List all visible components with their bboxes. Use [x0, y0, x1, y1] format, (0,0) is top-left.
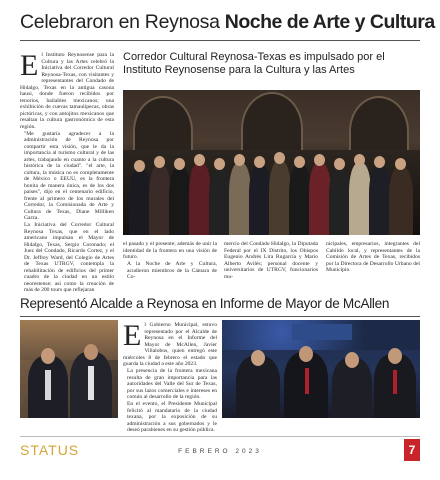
photo-face	[194, 154, 205, 166]
article-paragraph: l Instituto Reynosense para la Cultura y las Artes celebró la Iniciativa del Corredor Cultural Reynosa-Texas, con visitantes y representantes del Condado de Hidalgo, Texas en la antigua casona hausi, donde fueron recibidos por tenorios, bailables mexicanos; una exhibición de cuevas tamaulipecas, obras pictóricas, y con antojitos mexicanos que resaltan la cultura gastronómica de esta región.	[20, 52, 114, 130]
photo-person	[269, 161, 291, 235]
photo-person	[189, 163, 211, 235]
photo-banner	[292, 324, 352, 340]
event-group-photo	[123, 90, 420, 235]
photo-face	[354, 154, 365, 166]
article-paragraph: La Iniciativa del Corredor Cultural Reynosa Texas, que en el lado americano impulsan el Mayor de Hidalgo, Texas, Sergio Coronado; el Juez del Condado, Ricardo Cortez, y el Dr. Jeffrey Ward, del Colegio de Artes de Texas UTRGV, contempla la rehabilitación de edificios del primer cuadro de la ciudad en un estilo neorestense; así como la creación de más de 200 tours que reflejaran	[24, 222, 114, 293]
photo-face	[174, 158, 185, 170]
photo-face	[154, 156, 165, 168]
photo-person	[369, 165, 391, 235]
article2-column	[123, 319, 217, 434]
photo-person	[309, 163, 331, 235]
photo-face	[214, 158, 225, 170]
article-paragraph: el pasado y el presente; además de unir la identidad de la frontera en una visión de futuro.	[123, 241, 217, 260]
photo-face	[395, 158, 406, 170]
magazine-brand: STATUS	[20, 442, 80, 458]
article-column-4	[326, 241, 420, 274]
photo-background	[20, 320, 118, 360]
officials-portrait-photo	[20, 320, 118, 418]
photo-face	[274, 152, 285, 164]
photo-face	[334, 158, 345, 170]
photo-face	[134, 160, 145, 172]
page-headline	[20, 11, 435, 34]
photo-person	[249, 165, 271, 235]
drop-cap: E	[20, 49, 39, 82]
photo-person	[149, 165, 171, 235]
photo-person	[129, 169, 151, 235]
photo-person	[209, 167, 231, 235]
photo-face	[374, 156, 385, 168]
photo-tie	[305, 368, 309, 394]
headline-divider	[20, 316, 420, 317]
photo-face	[251, 350, 265, 366]
photo-face	[254, 156, 265, 168]
photo-face	[234, 154, 245, 166]
photo-person	[229, 163, 251, 235]
article-paragraph: "Me gustaría agradecer a la administración de Reynosa por compartir esta visión, que le da la importancia al turismo cultural y de las artes, trabajando en cuanto a la cultura histórica de la ciudad". "el arte, la cultura, la música no es completamente de México o EEUU, es la frontera bonita de manera única, es de los dos países", dijo en el centenario edificio, frente al primero de los murales del Corredor, la Comisionada de Arte y Cultura de Texas, Diane Milliken Garza.	[24, 130, 114, 221]
officials-stage-photo	[222, 320, 420, 418]
photo-person	[389, 167, 413, 235]
article-paragraph: La presencia de la frontera mexicana resulta de gran importancia para las autoridades del Valle del Sur de Texas, por sus lazos comerciales e intereses en común al desarrollo de la región.	[127, 368, 217, 400]
photo-face	[294, 156, 305, 168]
article-subheadline: Corredor Cultural Reynosa-Texas es impulsado por el Instituto Reynosense para la Cultura y las Artes	[123, 51, 385, 76]
headline-bold-text: Noche de Arte y Cultura	[224, 11, 435, 33]
photo-face	[345, 352, 359, 368]
photo-face	[299, 346, 313, 362]
photo-tie	[393, 370, 397, 394]
footer-divider	[20, 436, 420, 437]
article-column-1	[20, 49, 114, 294]
issue-date: FEBRERO 2023	[178, 448, 262, 455]
article-paragraph: l Gobierno Municipal, estuvo representado por el Alcalde de Reynosa en el Informe del Mayor de McAllen, Javier Villalobos, quien entregó este miércoles 8 de febrero el estado que guarda la ciudad a este año 2023.	[123, 322, 217, 367]
page-number: 7	[404, 439, 420, 461]
photo-face	[84, 344, 98, 360]
photo-person	[169, 167, 191, 235]
article-paragraph: A la Noche de Arte y Cultura, acudieron miembros de la Cámara de Co-	[127, 261, 217, 280]
headline-light-text: Celebraron en Reynosa	[20, 11, 225, 33]
second-headline: Representó Alcalde a Reynosa en Informe de Mayor de McAllen	[20, 296, 390, 311]
photo-face	[388, 348, 402, 364]
photo-face	[314, 154, 325, 166]
photo-face	[41, 348, 55, 364]
photo-person	[289, 165, 311, 235]
photo-person	[329, 167, 351, 235]
photo-shirt	[45, 370, 51, 400]
photo-person	[349, 163, 371, 235]
drop-cap: E	[123, 319, 142, 352]
article-column-3	[224, 241, 318, 281]
article-paragraph: En el evento, el Presidente Municipal felicitó al mandatario de la ciudad texana, por la exposición de su administración a sus gobernados y le deseó parabienes en su gestión pública.	[127, 401, 217, 433]
article-paragraph: mercio del Condado Hidalgo, la Diputada Federal por el IX Distrito, los Obispos Eugenio Andrés Lira Rugarcía y Mario Alberto Avilés; personal docente y universitarios de UTRGV, funcionarios mu-	[224, 241, 318, 280]
article-paragraph: nicipales, empresarios, integrantes del Cabildo local, y representantes de la Comisión de Artes de Texas, recibidos por la Directora de Desarrollo Urbano del Municipio.	[326, 241, 420, 273]
headline-divider	[20, 40, 420, 41]
article-column-2	[123, 241, 217, 281]
photo-shirt	[88, 366, 94, 400]
